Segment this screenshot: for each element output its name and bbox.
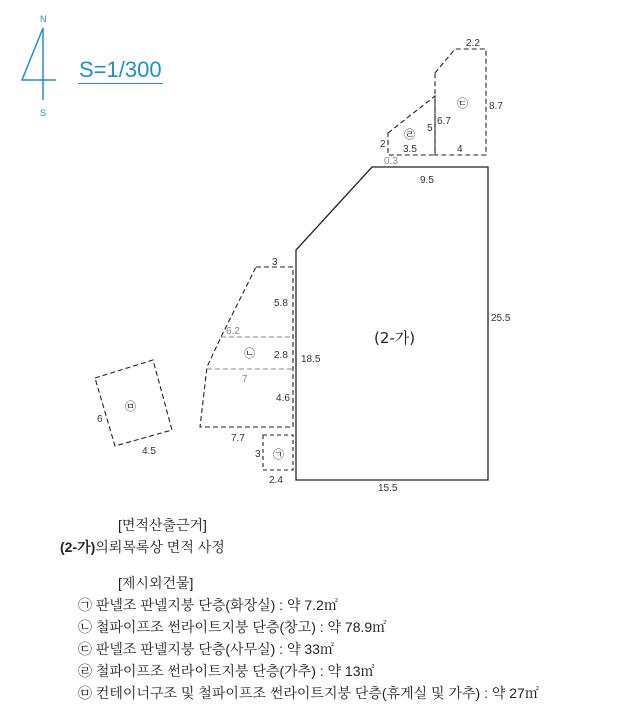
main-building-label: (2-가) — [374, 329, 416, 347]
mark-e: ㉤ — [125, 400, 136, 413]
mark-d: ㉣ — [404, 128, 415, 141]
dim-d-bottom: 3.5 — [403, 144, 417, 155]
mark-a: ㉠ — [273, 448, 284, 461]
dim-d-left: 2 — [380, 139, 386, 150]
area-basis-header: [면적산출근거] — [118, 517, 207, 533]
area-basis-label: (2-가) — [60, 539, 96, 555]
dim-b-bottom: 7.7 — [231, 433, 245, 444]
north-arrow-icon — [22, 28, 56, 100]
dim-b-top: 3 — [272, 257, 278, 268]
compass-north-label: N — [40, 14, 47, 24]
extra-building-item: ㉡ 철파이프조 썬라이트지붕 단층(창고) : 약 78.9㎡ — [78, 619, 387, 635]
dim-a-left: 3 — [255, 449, 261, 460]
extra-building-item: ㉠ 판넬조 판넬지붕 단층(화장실) : 약 7.2㎡ — [78, 597, 338, 613]
dim-main-bottom: 15.5 — [378, 483, 398, 494]
extra-buildings-header: [제시외건물] — [118, 575, 194, 591]
extra-building-item: ㉤ 컨테이너구조 및 철파이프조 썬라이트지붕 단층(휴게실 및 가추) : 약 27㎡ — [78, 685, 539, 701]
dim-e-left: 6 — [97, 414, 103, 425]
dim-d-gap: 0.3 — [384, 156, 398, 167]
dim-b-line1: 6.2 — [226, 326, 240, 337]
dim-a-bottom: 2.4 — [269, 475, 283, 486]
dim-c-bottom: 4 — [457, 144, 463, 155]
dim-b-mid: 2.8 — [274, 350, 288, 361]
notes-section — [60, 514, 539, 704]
dim-b-line2: 7 — [242, 374, 248, 385]
extra-building-item: ㉢ 판넬조 판넬지붕 단층(사무실) : 약 33㎡ — [78, 641, 334, 657]
extra-building-item: ㉣ 철파이프조 썬라이트지붕 단층(가추) : 약 13㎡ — [78, 663, 375, 679]
dim-d-right: 5 — [427, 123, 433, 134]
dim-c-right: 8.7 — [489, 101, 503, 112]
dim-b-lower: 4.6 — [276, 393, 290, 404]
dim-main-top: 9.5 — [420, 175, 434, 186]
area-basis-text: 의뢰목록상 면적 사정 — [95, 539, 225, 555]
dim-main-right: 25.5 — [491, 313, 511, 324]
dim-b-upper: 5.8 — [274, 298, 288, 309]
main-building-outline — [296, 167, 488, 480]
dim-main-left: 18.5 — [301, 354, 321, 365]
dim-e-bottom: 4.5 — [142, 446, 156, 457]
area-basis-line — [60, 536, 539, 558]
mark-b: ㉡ — [244, 347, 255, 360]
compass-south-label: S — [40, 108, 47, 118]
scale-label: S=1/300 — [79, 57, 162, 82]
dim-c-top: 2.2 — [466, 38, 480, 49]
mark-c: ㉢ — [457, 97, 468, 110]
dim-c-inner: 6.7 — [437, 116, 451, 127]
